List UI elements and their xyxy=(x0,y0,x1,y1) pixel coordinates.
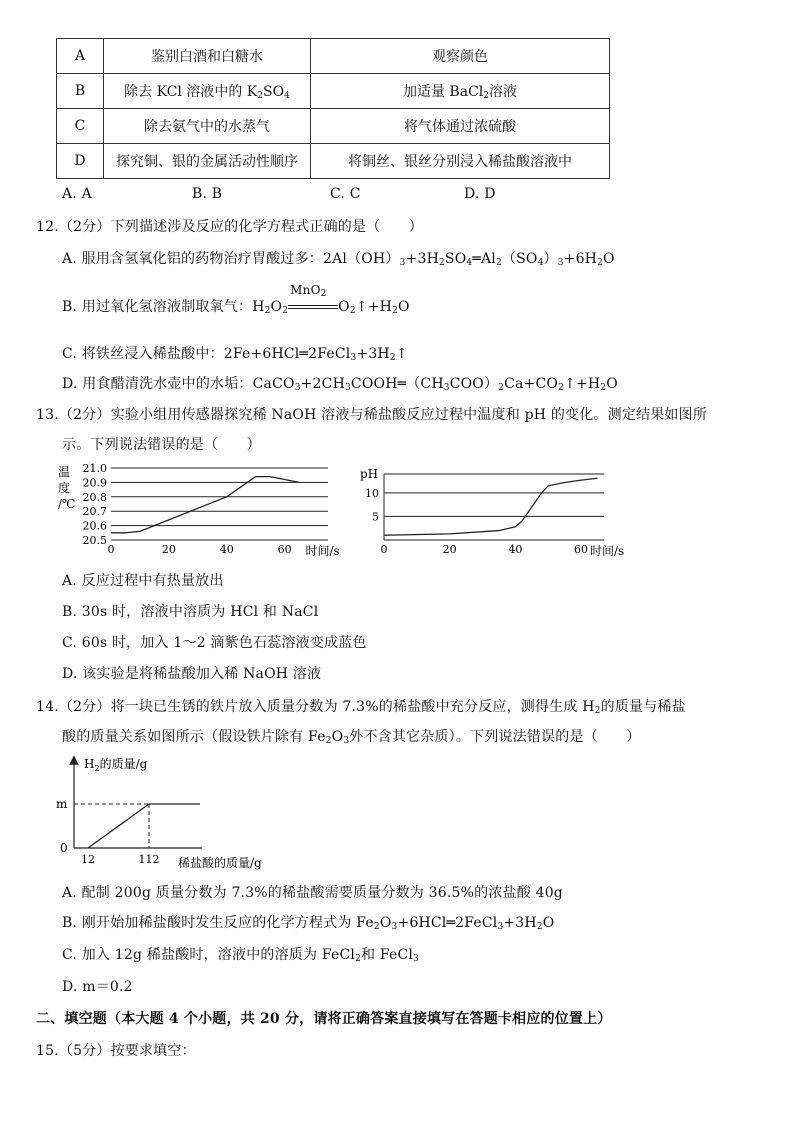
q13-option-a: A. 反应过程中有热量放出 xyxy=(62,573,224,589)
temperature-chart xyxy=(56,460,346,565)
temperature-series-line xyxy=(111,477,299,533)
row-task: 鉴别白酒和白糖水 xyxy=(104,39,311,74)
ph-series-line xyxy=(384,478,597,535)
row-task: 除去 KCl 溶液中的 $K_2SO_4$ xyxy=(104,74,311,109)
x-tick-label: 20 xyxy=(442,543,457,556)
q13-option-d: D. 该实验是将稀盐酸加入稀 NaOH 溶液 xyxy=(62,666,322,682)
q14-stem-line1: 14.（2分）将一块已生锈的铁片放入质量分数为 7.3%的稀盐酸中充分反应，测得生成 $H_2$的质量与稀盐 xyxy=(36,699,686,716)
q11-answer-a: A. A xyxy=(62,186,92,202)
row-task: 除去氨气中的水蒸气 xyxy=(104,109,311,144)
y-axis-label: /℃ xyxy=(58,497,76,511)
y-tick-label: 20.6 xyxy=(82,519,107,533)
y-tick-label: m xyxy=(56,797,68,811)
q14-stem-line2: 酸的质量关系如图所示（假设铁片除有 $Fe_2O_3$外不含其它杂质）。下列说法错误的是（ ） xyxy=(62,729,641,746)
q13-stem-line2: 示。下列说法错误的是（ ） xyxy=(62,437,261,453)
table-row xyxy=(57,74,610,109)
q13-option-c: C. 60s 时，加入 1～2 滴紫色石蕊溶液变成蓝色 xyxy=(62,635,367,651)
ph-chart xyxy=(356,460,626,565)
x-axis-label: 时间/s xyxy=(305,544,340,558)
y-axis-label: pH xyxy=(360,467,379,481)
x-tick-label: 40 xyxy=(508,543,523,556)
table-row xyxy=(57,109,610,144)
row-letter: C xyxy=(57,109,104,144)
table-row xyxy=(57,39,610,74)
row-method: 观察颜色 xyxy=(311,39,610,74)
q12-option-a: A. 服用含氢氧化铝的药物治疗胃酸过多：$2Al(OH)_3+3H_2SO_4═Al_2(SO_4)_3+6H_2O$ xyxy=(62,251,615,268)
q14-option-c: C. 加入 12g 稀盐酸时，溶液中的溶质为 FeCl$_2$和 FeCl$_3$ xyxy=(62,947,420,964)
catalyst-label: MnO$_2$ xyxy=(290,283,327,299)
q12-option-b: B. 用过氧化氢溶液制取氧气：$H_2O_2$ MnO$_2$ $O_2↑+H_2O$ xyxy=(62,283,410,316)
q11-options-table xyxy=(56,38,610,179)
row-letter: A xyxy=(57,39,104,74)
y-tick-label: 20.9 xyxy=(82,476,107,490)
y-tick-label: 20.7 xyxy=(82,505,107,519)
x-tick-label: 12 xyxy=(81,853,95,866)
q15-stem: 15.（5分）按要求填空： xyxy=(36,1043,196,1059)
row-method: 将铜丝、银丝分别浸入稀盐酸溶液中 xyxy=(311,144,610,179)
x-tick-label: 60 xyxy=(574,543,589,556)
q14-option-a: A. 配制 200g 质量分数为 7.3%的稀盐酸需要质量分数为 36.5%的浓盐酸 40g xyxy=(62,885,563,901)
x-tick-label: 0 xyxy=(107,543,115,556)
x-tick-label: 40 xyxy=(219,543,234,556)
q11-answer-c: C. C xyxy=(330,186,361,202)
y-axis-label: $H_2$的质量/g xyxy=(84,757,148,773)
x-axis-label: 稀盐酸的质量/g xyxy=(178,856,262,870)
section-heading: 二、填空题（本大题 4 个小题，共 20 分，请将正确答案直接填写在答题卡相应的位置上） xyxy=(36,1011,612,1027)
q12-option-c: C. 将铁丝浸入稀盐酸中：$2Fe+6HCl═2FeCl_3+3H_2↑$ xyxy=(62,346,408,363)
y-axis-label: 度 xyxy=(58,481,71,495)
rising-segment xyxy=(88,804,149,848)
q11-answer-b: B. B xyxy=(192,186,223,202)
row-letter: D xyxy=(57,144,104,179)
row-method: 加适量 BaCl$_2$溶液 xyxy=(311,74,610,109)
y-tick-label: 5 xyxy=(372,510,379,524)
row-task: 探究铜、银的金属活动性顺序 xyxy=(104,144,311,179)
x-tick-label: 112 xyxy=(138,853,160,866)
y-tick-label: 10 xyxy=(365,486,379,500)
x-tick-label: 20 xyxy=(161,543,176,556)
y-axis-label: 温 xyxy=(58,465,71,479)
y-tick-label: 20.8 xyxy=(82,490,107,504)
q12-option-d: D. 用食醋清洗水壶中的水垢：$CaCO_3+2CH_3COOH═(CH_3COO)_2Ca+CO_2↑+H_2O$ xyxy=(62,376,618,393)
y-tick-label: 21.0 xyxy=(82,462,107,475)
table-row xyxy=(57,144,610,179)
x-axis-label: 时间/s xyxy=(590,544,625,558)
y-tick-label: 20.5 xyxy=(82,534,107,547)
q14-option-d: D. m＝0.2 xyxy=(62,979,133,995)
q12-stem: 12.（2分）下列描述涉及反应的化学方程式正确的是（ ） xyxy=(36,219,423,235)
x-tick-label: 60 xyxy=(277,543,292,556)
row-letter: B xyxy=(57,74,104,109)
q12-b-prefix: B. 用过氧化氢溶液制取氧气：H xyxy=(62,299,265,315)
q14-option-b: B. 刚开始加稀盐酸时发生反应的化学方程式为 $Fe_2O_3+6HCl═2FeCl_3+3H_2O$ xyxy=(62,915,555,932)
q13-stem-line1: 13.（2分）实验小组用传感器探究稀 NaOH 溶液与稀盐酸反应过程中温度和 pH 的变化。测定结果如图所 xyxy=(36,407,708,423)
x-tick-label: 0 xyxy=(380,543,388,556)
q11-answer-d: D. D xyxy=(464,186,496,202)
catalyst-arrow xyxy=(288,283,338,314)
q13-option-b: B. 30s 时，溶液中溶质为 HCl 和 NaCl xyxy=(62,604,319,620)
h2-mass-chart xyxy=(52,752,292,874)
origin-label: 0 xyxy=(60,841,68,855)
row-method: 将气体通过浓硫酸 xyxy=(311,109,610,144)
